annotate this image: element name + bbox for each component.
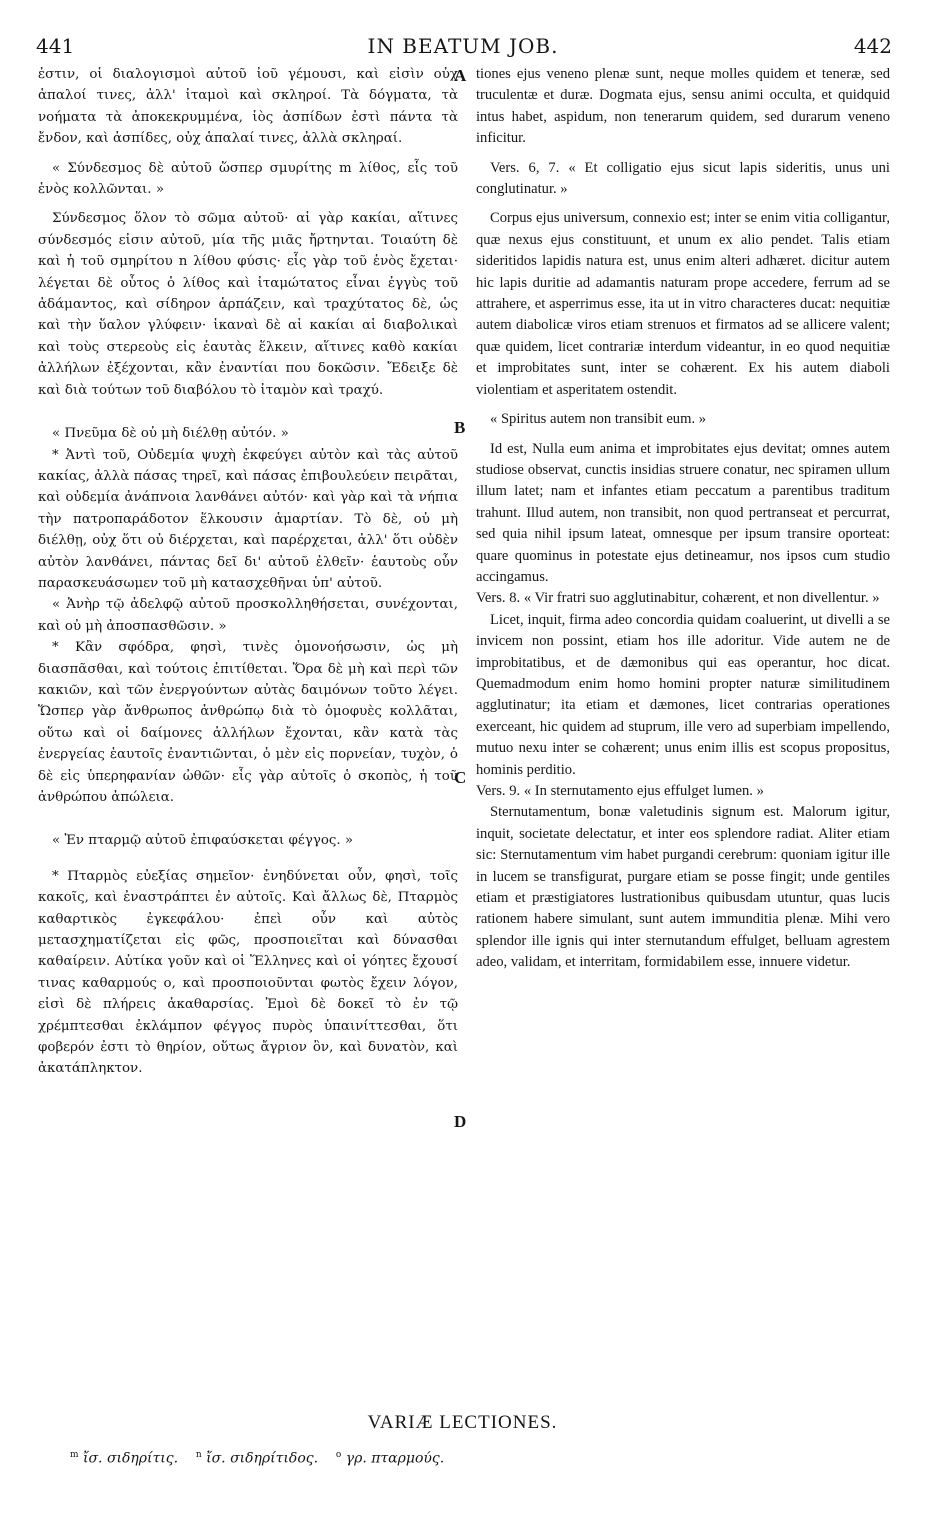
variae-lectiones-title: VARIÆ LECTIONES. [367,1412,558,1433]
greek-lemma: « Σύνδεσμος δὲ αὐτοῦ ὥσπερ σμυρίτης m λίθος, εἷς τοῦ ἑνὸς κολλῶνται. » [38,160,458,198]
running-header [32,34,894,64]
greek-lemma: « Πνεῦμα δὲ οὐ μὴ διέλθῃ αὐτόν. » [52,426,289,442]
latin-paragraph: Licet, inquit, firma adeo concordia quidam coaluerint, ut divelli a se invicem non possint, etiam hos ille adoritur. Vide autem ne de improbitatibus, et de dæmonibus qui eas operantur, hoc dicat. Quemadmodum enim homo homini propter naturæ similitudinem agglutinatur; ita etiam et dæmones, licet contrarias operationes exerceant, hic quidem ad stuprum, ille vero ad superbiam impellendo, mutuo nexu inter se cohærent; unus enim illis est scopus propositus, hominis perditio. [476,611,890,778]
margin-marker-b: B [454,418,466,437]
greek-column [38,64,458,1080]
latin-verse: Vers. 9. « In sternutamento ejus effulget lumen. » [476,783,764,799]
page-number-left: 441 [36,34,75,58]
footnote-text: ἴσ. σιδηρίτιδος. [206,1450,319,1467]
greek-paragraph: * Κἂν σφόδρα, φησὶ, τινὲς ὁμονοήσωσιν, ὡς μὴ διασπᾶσθαι, καὶ τούτοις ἐπιτίθεται. Ὅρα δὲ μὴ καὶ περὶ τῶν κακιῶν, καὶ τῶν ἐνεργούντων αὐτὰς δαιμόνων τοῦτο λέγει. Ὥσπερ γὰρ ἄνθρωπος ἀνθρώπῳ διὰ τὸ ὁμοφυὲς κολλᾶται, οὕτω καὶ οἱ δαίμονες ἀλλήλων ἔχονται, κἂν κατὰ τὰς ἐνεργείας ἑαυτοῖς ἐναντιῶνται, ὁ μὲν εἰς πορνείαν, τυχὸν, ὁ δὲ εἰς ὑπερηφανίαν ὠθῶν· εἷς γὰρ αὐτοῖς ὁ σκοπὸς, ἡ τοῦ ἀνθρώπου ἀπώλεια. [38,640,458,805]
running-title: IN BEATUM JOB. [367,34,559,58]
latin-paragraph: Id est, Nulla eum anima et improbitates ejus devitat; omnes autem studiose observat, cunctis insidias struere conatur, nec spiramen ullum illum latet; nam et infantes etiam peccatum a parentibus traditum trahunt. Illud autem, non transibit, non quod pertranseat et percurrat, sed quia nihil ipsum lateat, omnesque per ipsum transire oporteat: quare quominus in potestate ejus detineamur, nos ipsos cum studio accingamus. [476,440,890,585]
variae-lectiones-notes [70,1450,890,1467]
greek-paragraph: * Πταρμὸς εὐεξίας σημεῖον· ἐνηδύνεται οὖν, φησὶ, τοῖς κακοῖς, καὶ ἐναστράπτει ἐν αὐτοῖς. Καὶ ἄλλως δὲ, Πταρμὸς καθαρτικὸς ἐγκεφάλου· ἐπεὶ οὖν καὶ αὐτὸς μετασχηματίζεται εἰς φῶς, προσποιεῖται καὶ δύνασθαι καθαίρειν. Αὐτίκα γοῦν καὶ οἱ Ἕλληνες καὶ οἱ γόητες ἔχουσί τινας καθαρμούς o, καὶ προσποιοῦνται φωτὸς ἔχειν λόγον, εἰσὶ δὲ πλήρεις ἀκαθαρσίας. Ἐμοὶ δὲ δοκεῖ τὸ ἐν τῷ χρέμπτεσθαι ἐκλάμπον φέγγος πυρὸς ὑπαινίττεσθαι, ὅτι φοβερόν ἐστι τὸ θηρίον, οὕτως ἄγριον ὂν, καὶ δυνατὸν, καὶ ἀκατάπληκτον. [38,868,458,1077]
page-number-right: 442 [853,34,892,58]
footnote-text: ἴσ. σιδηρίτις. [83,1450,179,1467]
latin-lemma: « Spiritus autem non transibit eum. » [490,411,707,428]
footnote-mark: n [195,1450,202,1460]
latin-column [476,64,890,974]
greek-lemma: « Ἐν πταρμῷ αὐτοῦ ἐπιφαύσκεται φέγγος. » [52,833,354,849]
greek-lemma: « Ἀνὴρ τῷ ἀδελφῷ αὐτοῦ προσκολληθήσεται, συνέχονται, καὶ οὐ μὴ ἀποσπασθῶσιν. » [38,597,458,634]
latin-paragraph: Sternutamentum, bonæ valetudinis signum est. Malorum igitur, inquit, societate delectatur, et inter eos splendore radiat. Aliter etiam sic: Sternutamentum vim habet purgandi cerebrum: quoniam igitur ille in lucem se transfigurat, purgare etiam se posse fingit; unde gentiles etiam et præstigiatores lustrationibus quibusdam utuntur, quas lucis rationem habere simulant, sunt autem immunditia plenæ. Mihi vero splendor ille ignis qui inter sternutandum effulget, belluam agrestem adeo, validam, et interritam, formidabilem esse, innuere videtur. [476,804,890,971]
greek-paragraph: * Ἀντὶ τοῦ, Οὐδεμία ψυχὴ ἐκφεύγει αὐτὸν καὶ τὰς αὐτοῦ κακίας, ἀλλὰ πάσας τηρεῖ, καὶ πάσας ἐπιβουλεύειν πειρᾶται, καὶ οὐδεμία ἀνάπνοια λανθάνει αὐτόν· καὶ γὰρ καὶ τὰ νήπια τὴν πατροπαράδοτον ἕλκουσιν ἁμαρτίαν. Τὸ δὲ, οὐ μὴ διέλθῃ, οὐχ ὅτι οὐ διέρχεται, καὶ παρέρχεται, ἀλλ' ὅτι οὐδὲν αὐτὸν λανθάνει, πάντας δεῖ δι' αὐτοῦ ἐλθεῖν· ἑαυτοὺς οὖν παρασκευάσωμεν τοῦ μὴ κατασχεθῆναι ὑπ' αὐτοῦ. [38,447,458,591]
latin-paragraph: tiones ejus veneno plenæ sunt, neque molles quidem et teneræ, sed truculentæ et duræ. Dogmata ejus, sensu animi occulta, et quidquid intus habet, aspidum, non tenerarum quidem, sed durarum veneno inficitur. [476,66,890,147]
footnote-mark: o [335,1450,342,1460]
margin-marker-a: A [454,66,467,85]
latin-paragraph: Corpus ejus universum, connexio est; inter se enim vitia colligantur, quæ nexus ejus constituunt, et unum ex alio pendet. Talis etiam sideritidos lapidis natura est, unus enim alteri adhæret. dicitur autem hic lapis duritie ad adamantis naturam prope accedere, ferrum ad se attrahere, et asperrimus esse, ita ut in vitro characteres ducat: nequitiæ autem diabolicæ viros etiam strenuos et firmatos ad se allicere valent; quæ quidem, licet contrariæ interdum videantur, in eo quod nequitiæ et improbitates sunt, inter se cohærent. Ex his autem diaboli violentiam et asperitatem ostendit. [476,210,890,398]
latin-verse: Vers. 6, 7. « Et colligatio ejus sicut lapis sideritis, unus uni conglutinatur. » [476,159,890,198]
greek-paragraph: ἐστιν, οἱ διαλογισμοὶ αὐτοῦ ἰοῦ γέμουσι, καὶ εἰσὶν οὐχ ἁπαλοί τινες, ἀλλ' ἰταμοὶ καὶ σκληροί. Τὰ δόγματα, τὰ νοήματα τὰ ἀποκεκρυμμένα, ἰὸς ἀσπίδων ἐστὶ πάντα τὰ ἔνδον, καὶ ἀσπίδες, οὐχ ἁπαλαί τινες, ἀλλὰ σκληραί. [38,67,458,147]
footnote-mark: m [70,1450,79,1460]
latin-verse: Vers. 8. « Vir fratri suo agglutinabitur, cohærent, et non divellentur. » [476,590,880,607]
greek-paragraph: Σύνδεσμος ὅλον τὸ σῶμα αὐτοῦ· αἱ γὰρ κακίαι, αἵτινες σύνδεσμός εἰσιν αὐτοῦ, μία τῆς μιᾶς ἤρτηνται. Τοιαύτη δὲ καὶ ἡ τοῦ σμηρίτου n λίθου φύσις· εἷς γὰρ τοῦ ἑνὸς ἔχεται· λέγεται δὲ οὗτος ὁ λίθος καὶ ἰταμώτατος εἶναι ἐγγὺς τοῦ ἀδάμαντος, καὶ σίδηρον ἁρπάζειν, καὶ τραχύτατος δὲ, ὡς καὶ τὴν ὕαλον γλύφειν· ἱκαναὶ δὲ αἱ κακίαι αἱ διαβολικαὶ καὶ τοὺς στερεοὺς εἰς ἑαυτὰς ἕλκειν, αἵτινες καθὸ κακίαι ἀλλήλων ἐξέχονται, κἂν ἐναντίαι που δοκῶσιν. Ἔδειξε δὲ καὶ διὰ τούτων τοῦ διαβόλου τὸ ἰταμὸν καὶ τραχύ. [38,211,458,398]
margin-marker-c: C [454,768,467,787]
footnote-text: γρ. πταρμούς. [345,1450,445,1467]
margin-marker-d: D [454,1112,467,1131]
